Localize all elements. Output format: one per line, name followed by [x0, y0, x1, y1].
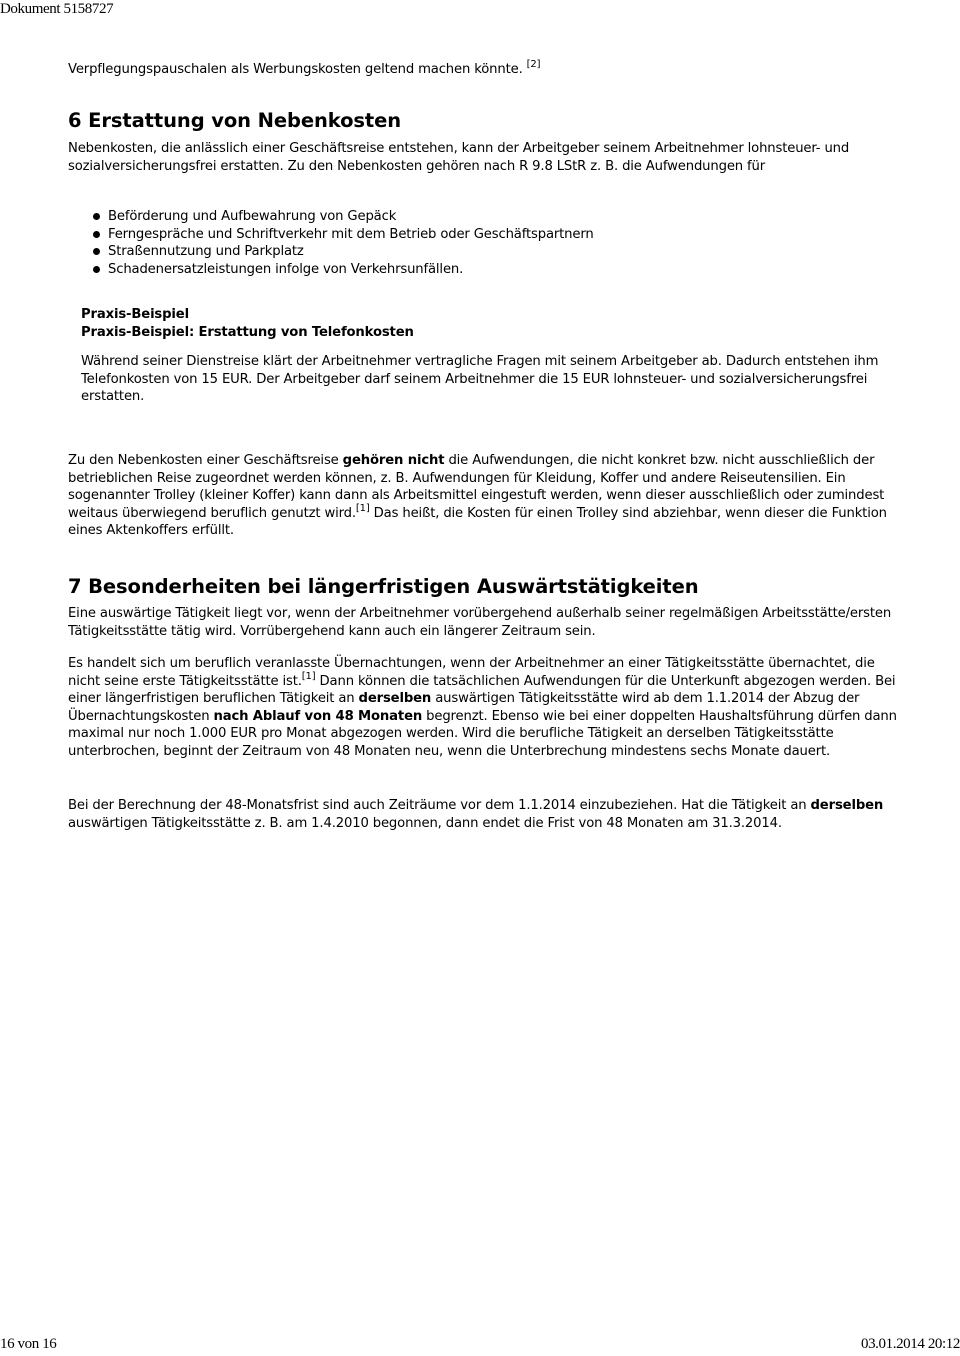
section-6-paragraph: Nebenkosten, die anlässlich einer Geschäftsreise entstehen, kann der Arbeitgeber seinem Arbeitnehmer lohnsteuer- und sozialversicherungsfrei erstatten. Zu den Nebenkosten gehören nach R 9.8 LStR z. B. die Aufwendungen für: [68, 141, 850, 174]
bullet-icon: [93, 213, 100, 220]
section-7-heading: 7 Besonderheiten bei längerfristigen Auswärtstätigkeiten: [68, 575, 699, 598]
bullet-icon: [93, 231, 100, 238]
not-included-paragraph: Zu den Nebenkosten einer Geschäftsreise gehören nicht die Aufwendungen, die nicht konkret bzw. nicht ausschließlich der betrieblichen Reise zugeordnet werden können, z. B. Aufwendungen für Kleidung, Koffer und andere Reiseutensilien. Ein sogenannter Trolley (kleiner Koffer) kann dann als Arbeitsmittel eingestuft werden, wenn dieser ausschließlich oder zumindest weitaus überwiegend beruflich genutzt wird.[1] Das heißt, die Kosten für einen Trolley sind abziehbar, wenn dieser die Funktion eines Aktenkoffers erfüllt.: [68, 453, 887, 539]
example-text: Während seiner Dienstreise klärt der Arbeitnehmer vertragliche Fragen mit seinem Arbeitgeber ab. Dadurch entstehen ihm Telefonkosten von 15 EUR. Der Arbeitgeber darf seinem Arbeitnehmer die 15 EUR lohnsteuer- und sozialversicherungsfrei erstatten.: [81, 354, 879, 405]
example-title: Praxis-Beispiel: Erstattung von Telefonkosten: [81, 324, 414, 340]
section-6-heading: 6 Erstattung von Nebenkosten: [68, 109, 402, 132]
section-7-paragraph-2: Es handelt sich um beruflich veranlasste Übernachtungen, wenn der Arbeitnehmer an einer Tätigkeitsstätte übernachtet, die nicht seine erste Tätigkeitsstätte ist.[1] Dann können die tatsächlichen Aufwendungen für die Unterkunft abgezogen werden. Bei einer längerfristigen beruflichen Tätigkeit an derselben auswärtigen Tätigkeitsstätte wird ab dem 1.1.2014 der Abzug der Übernachtungskosten nach Ablauf von 48 Monaten begrenzt. Ebenso wie bei einer doppelten Haushaltsführung dürfen dann maximal nur noch 1.000 EUR pro Monat abgezogen werden. Wird die berufliche Tätigkeit an derselben Tätigkeitsstätte unterbrochen, beginnt der Zeitraum von 48 Monaten neu, wenn die Unterbrechung mindestens sechs Monate dauert.: [68, 656, 897, 759]
bullet-icon: [93, 248, 100, 255]
costs-list: [66, 208, 896, 278]
section-7-paragraph-3: Bei der Berechnung der 48-Monatsfrist sind auch Zeiträume vor dem 1.1.2014 einzubeziehen. Hat die Tätigkeit an derselben auswärtigen Tätigkeitsstätte z. B. am 1.4.2010 begonnen, dann endet die Frist von 48 Monaten am 31.3.2014.: [68, 798, 884, 831]
list-item: Schadenersatzleistungen infolge von Verkehrsunfällen.: [66, 261, 896, 279]
footnote-ref[interactable]: [1]: [301, 670, 316, 682]
print-datetime: 03.01.2014 20:12: [860, 1336, 960, 1352]
footnote-ref[interactable]: [1]: [355, 502, 370, 514]
example-box: [81, 306, 911, 406]
bullet-icon: [93, 266, 100, 273]
intro-line: Verpflegungspauschalen als Werbungskosten geltend machen könnte. [2]: [68, 59, 541, 77]
page-number: 16 von 16: [0, 1336, 57, 1352]
document-title: Dokument 5158727: [0, 1, 114, 17]
list-item: Ferngespräche und Schriftverkehr mit dem Betrieb oder Geschäftspartnern: [66, 226, 896, 244]
list-item: Straßennutzung und Parkplatz: [66, 243, 896, 261]
example-label: Praxis-Beispiel: [81, 307, 189, 322]
footnote-ref[interactable]: [2]: [526, 59, 541, 70]
list-item: Beförderung und Aufbewahrung von Gepäck: [66, 208, 896, 226]
section-7-paragraph-1: Eine auswärtige Tätigkeit liegt vor, wenn der Arbeitnehmer vorübergehend außerhalb seiner regelmäßigen Arbeitsstätte/ersten Tätigkeitsstätte tätig wird. Vorrübergehend kann auch ein längerer Zeitraum sein.: [68, 606, 892, 639]
